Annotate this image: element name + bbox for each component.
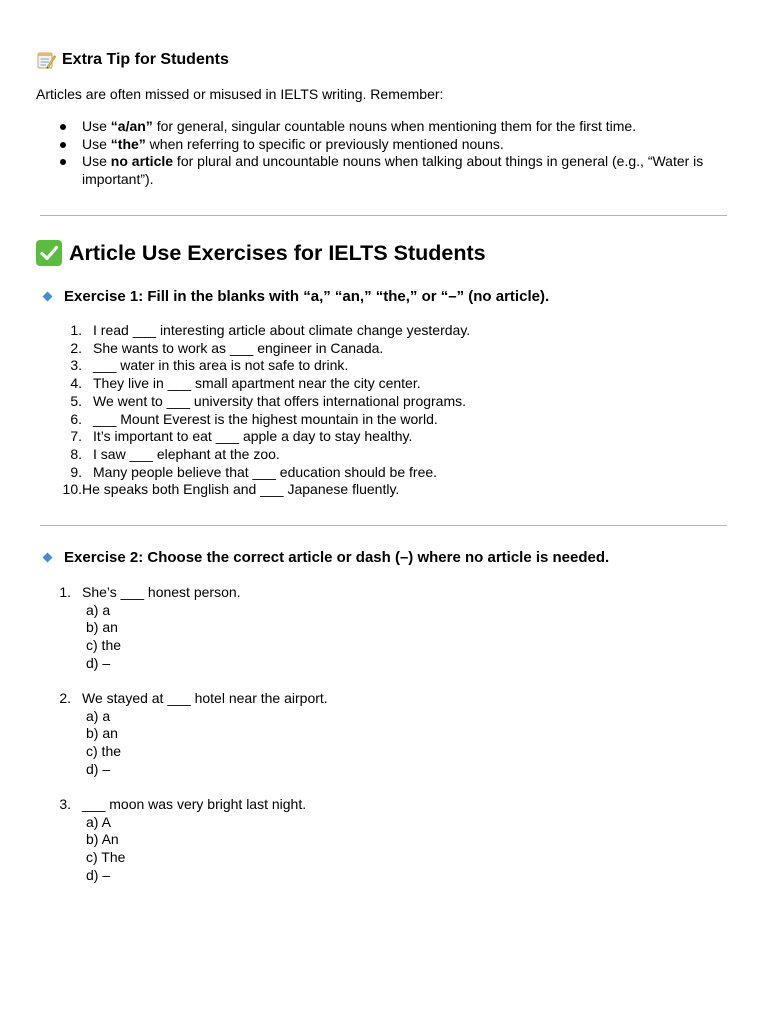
option-d: d) –	[86, 866, 111, 883]
option-b: b) an	[86, 619, 118, 636]
page-title-text: Article Use Exercises for IELTS Students	[69, 240, 486, 265]
list-item: 6. ___ Mount Everest is the highest mountain in the world.	[70, 410, 438, 427]
option-a: a) a	[86, 601, 111, 618]
option-a: a) A	[86, 813, 111, 830]
option-d: d) –	[86, 654, 111, 671]
option-c: c) The	[86, 849, 126, 866]
option-d: d) –	[86, 760, 111, 777]
memo-icon	[36, 50, 56, 70]
question-2: 2. We stayed at ___ hotel near the airport. a) a b) an c) the d) –	[36, 690, 328, 779]
option-b: b) An	[86, 831, 119, 848]
tip-intro: Articles are often missed or misused in IELTS writing. Remember:	[36, 86, 444, 102]
option-a: a) a	[86, 707, 111, 724]
list-item: 4. They live in ___ small apartment near the city center.	[70, 375, 421, 392]
list-item: Use “a/an” for general, singular countable nouns when mentioning them for the first time.	[36, 118, 726, 136]
list-item: 5. We went to ___ university that offers international programs.	[70, 392, 467, 409]
list-item: Use “the” when referring to specific or previously mentioned nouns.	[36, 136, 726, 154]
exercise2-heading: Exercise 2: Choose the correct article or dash (–) where no article is needed.	[42, 549, 609, 566]
exercise1-list	[36, 322, 470, 499]
option-c: c) the	[86, 637, 122, 654]
tip-heading	[36, 50, 229, 70]
exercise1-heading: Exercise 1: Fill in the blanks with “a,” “an,” “the,” or “–” (no article).	[42, 288, 549, 305]
check-mark-button-icon	[36, 240, 62, 266]
question-3: 3. ___ moon was very bright last night. a) A b) An c) The d) –	[36, 796, 306, 885]
tip-heading-text: Extra Tip for Students	[62, 51, 229, 68]
list-item: 1. I read ___ interesting article about climate change yesterday.	[70, 322, 471, 338]
list-item: 9. Many people believe that ___ education should be free.	[70, 463, 438, 480]
option-b: b) an	[86, 725, 118, 742]
blue-diamond-icon	[43, 292, 53, 302]
list-item: 10. He speaks both English and ___ Japanese fluently.	[62, 481, 400, 498]
list-item: 3. ___ water in this area is not safe to drink.	[70, 357, 349, 374]
divider	[40, 525, 727, 526]
divider	[40, 215, 727, 216]
list-item: 8. I saw ___ elephant at the zoo.	[70, 445, 280, 462]
option-c: c) the	[86, 743, 122, 760]
blue-diamond-icon	[43, 553, 53, 563]
tip-list	[36, 118, 726, 188]
list-item: 2. She wants to work as ___ engineer in Canada.	[70, 339, 384, 356]
page-title	[36, 240, 486, 266]
list-item: Use no article for plural and uncountable nouns when talking about things in general (e.g., “Water is important”).	[36, 153, 726, 188]
question-1: 1. She’s ___ honest person. a) a b) an c) the d) –	[36, 584, 241, 673]
list-item: 7. It’s important to eat ___ apple a day to stay healthy.	[70, 428, 413, 445]
